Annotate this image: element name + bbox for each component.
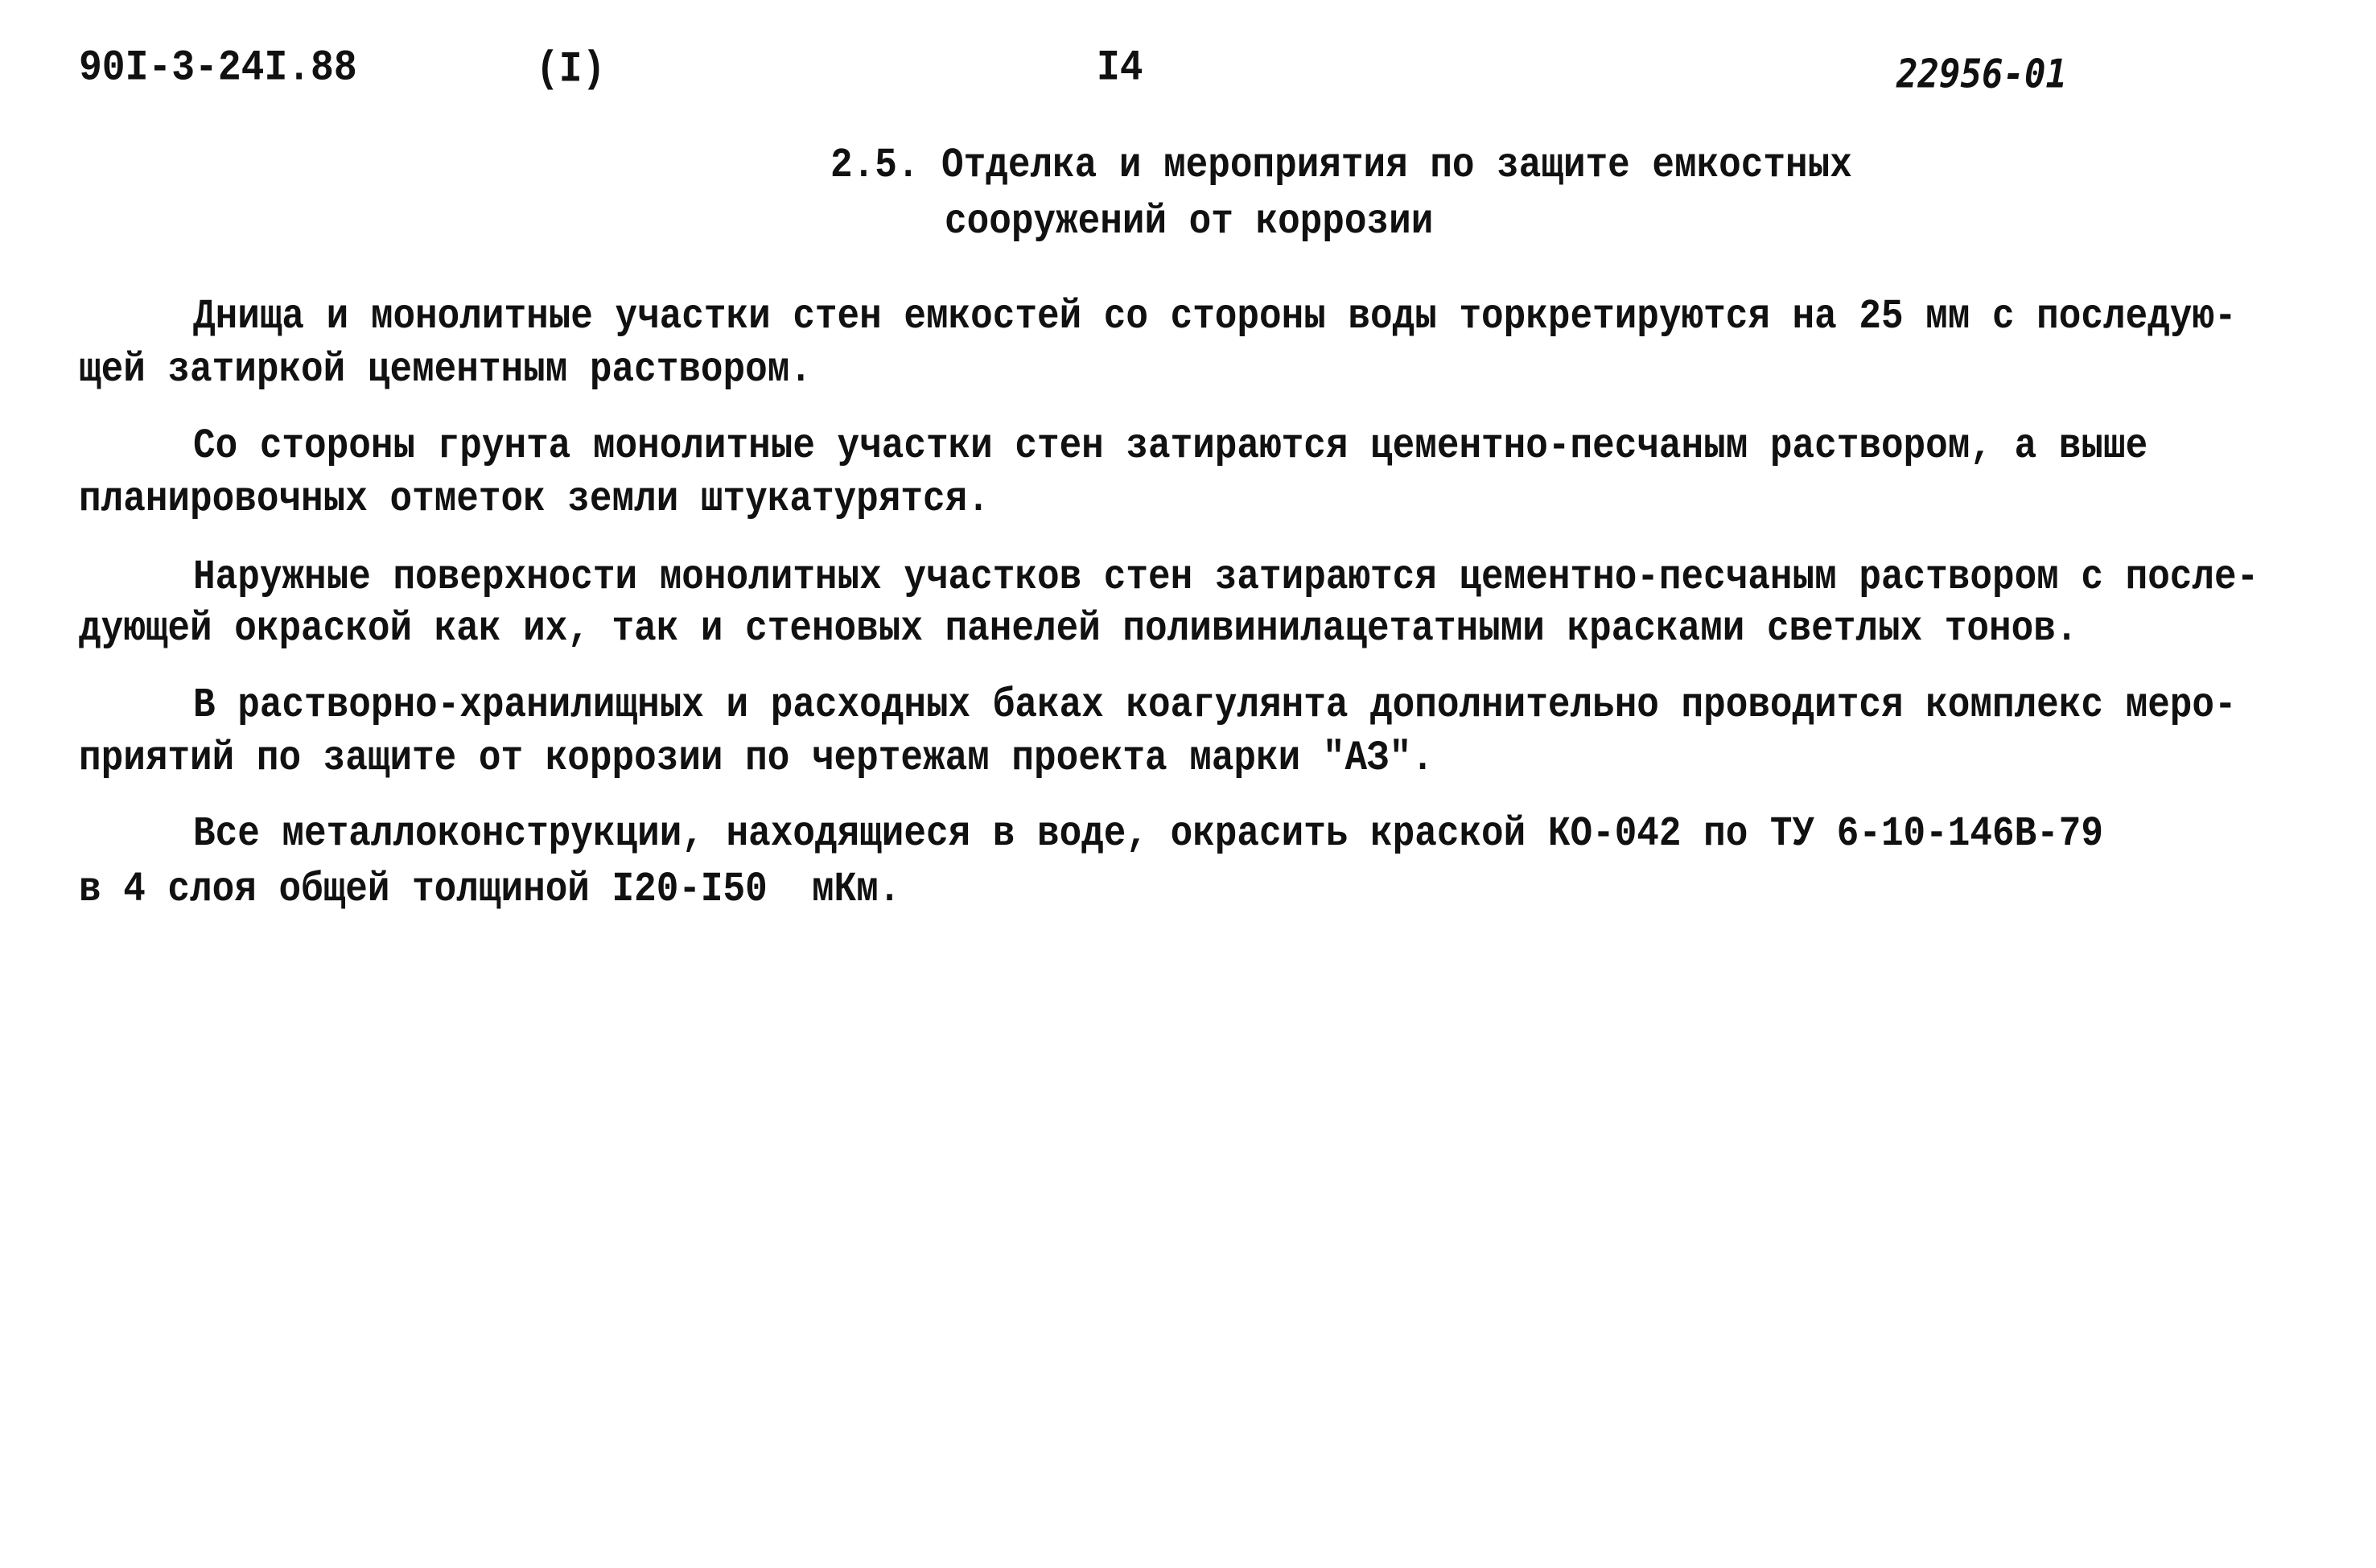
text-line: Со стороны грунта монолитные участки стен затираются цементно-песчаным раствором, а выше <box>193 422 2148 470</box>
document-number: 90I-3-24I.88 <box>79 43 357 93</box>
text-line: дующей окраской как их, так и стеновых панелей поливинилацетатными красками светлых тонов. <box>79 605 2078 652</box>
text-line: Все металлоконструкции, находящиеся в воде, окрасить краской КО-042 по ТУ 6-10-146В-79 <box>193 810 2103 858</box>
text-line: планировочных отметок земли штукатурятся. <box>79 475 990 523</box>
text-line: в 4 слоя общей толщиной I20-I50 мКм. <box>79 866 901 913</box>
text-line: приятий по защите от коррозии по чертежам проекта марки "АЗ". <box>79 735 1434 782</box>
page-number: I4 <box>1097 43 1143 93</box>
text-line: Днища и монолитные участки стен емкостей со стороны воды торкретируются на 25 мм с последую- <box>193 293 2237 340</box>
inventory-code: 22956-01 <box>1896 51 2067 97</box>
section-title-line: 2.5. Отделка и мероприятия по защите емкостных <box>830 142 1852 189</box>
text-line: щей затиркой цементным раствором. <box>79 346 812 393</box>
part-number: (I) <box>536 45 606 95</box>
section-title-line: сооружений от коррозии <box>945 198 1434 245</box>
text-line: Наружные поверхности монолитных участков стен затираются цементно-песчаным раствором с после- <box>193 554 2259 601</box>
text-line: В растворно-хранилищных и расходных баках коагулянта дополнительно проводится комплекс меро- <box>193 681 2237 729</box>
